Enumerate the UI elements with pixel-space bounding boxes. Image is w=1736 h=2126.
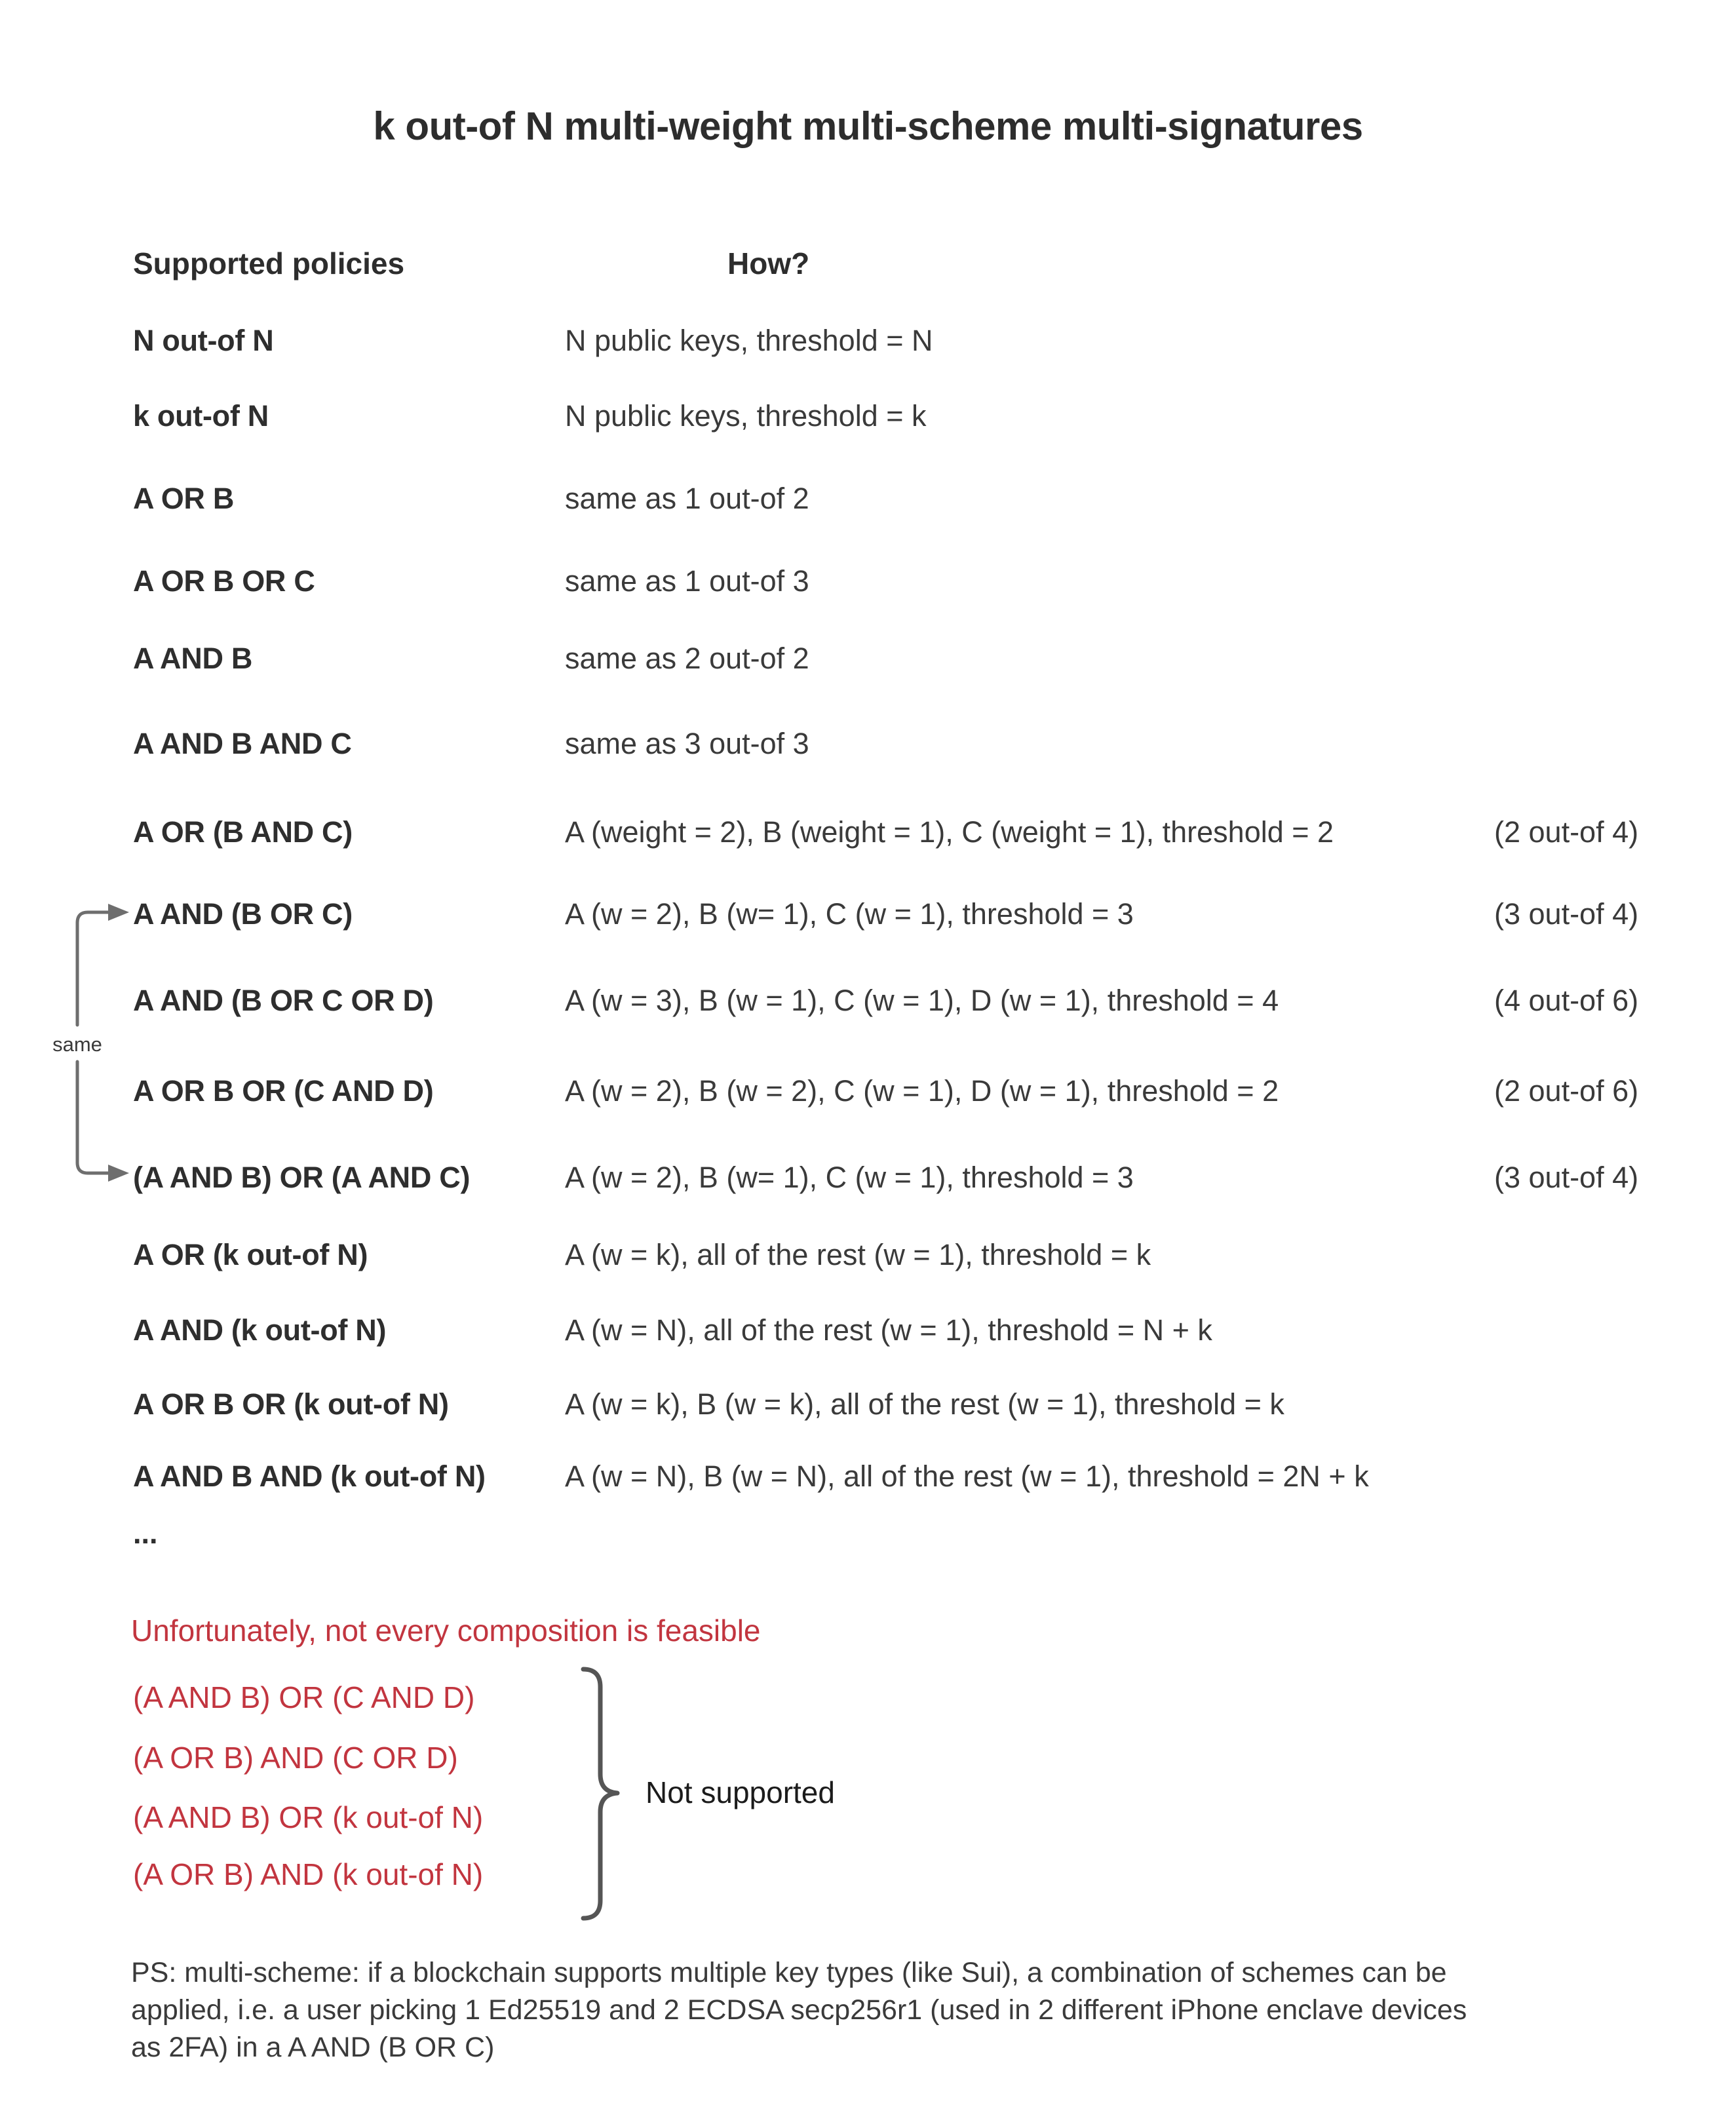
how-cell: A (weight = 2), B (weight = 1), C (weight = 1), threshold = 2 xyxy=(565,815,1334,849)
note-cell: (3 out-of 4) xyxy=(1494,1161,1639,1194)
bracket-line-top xyxy=(77,912,108,1025)
policy-cell: A AND (k out-of N) xyxy=(133,1313,387,1347)
table-row xyxy=(0,1311,1736,1350)
infeasible-item: (A AND B) OR (k out-of N) xyxy=(133,1800,484,1834)
infeasible-item: (A AND B) OR (C AND D) xyxy=(133,1680,475,1714)
note-cell: (2 out-of 6) xyxy=(1494,1074,1639,1108)
table-row xyxy=(0,813,1736,852)
table-row xyxy=(0,1235,1736,1275)
ps-line: as 2FA) in a A AND (B OR C) xyxy=(131,2032,495,2063)
arrowhead-icon xyxy=(108,1165,129,1182)
note-cell: (2 out-of 4) xyxy=(1494,815,1639,849)
policy-cell: A OR B OR (k out-of N) xyxy=(133,1387,449,1421)
policy-cell: (A AND B) OR (A AND C) xyxy=(133,1161,471,1194)
policy-cell: A OR B OR C xyxy=(133,564,315,598)
not-supported-label: Not supported xyxy=(646,1775,835,1809)
note-cell: (3 out-of 4) xyxy=(1494,897,1639,931)
column-header-how: How? xyxy=(727,246,810,280)
policy-cell: A OR (k out-of N) xyxy=(133,1238,368,1271)
how-cell: same as 1 out-of 2 xyxy=(565,482,809,515)
note-cell: (4 out-of 6) xyxy=(1494,984,1639,1017)
table-row xyxy=(0,562,1736,601)
bracket-line-bottom xyxy=(77,1062,108,1173)
ellipsis-text: ... xyxy=(133,1517,158,1550)
how-cell: A (w = 2), B (w= 1), C (w = 1), threshold = 3 xyxy=(565,1161,1134,1194)
table-row xyxy=(0,981,1736,1020)
curly-brace-path xyxy=(583,1669,617,1918)
policy-cell: A AND (B OR C OR D) xyxy=(133,984,434,1017)
table-row xyxy=(0,639,1736,678)
policy-cell: A AND B xyxy=(133,642,253,675)
table-row xyxy=(0,895,1736,934)
how-cell: A (w = 3), B (w = 1), C (w = 1), D (w = 1), threshold = 4 xyxy=(565,984,1279,1017)
curly-brace-icon xyxy=(575,1666,628,1922)
table-row xyxy=(0,321,1736,360)
table-row xyxy=(0,396,1736,436)
how-cell: A (w = k), B (w = k), all of the rest (w = 1), threshold = k xyxy=(565,1387,1284,1421)
ps-line: PS: multi-scheme: if a blockchain supports multiple key types (like Sui), a combination of schemes can be xyxy=(131,1957,1447,1988)
policy-cell: A AND B AND (k out-of N) xyxy=(133,1459,486,1493)
how-cell: A (w = N), all of the rest (w = 1), threshold = N + k xyxy=(565,1313,1212,1347)
infeasible-item: (A OR B) AND (k out-of N) xyxy=(133,1857,484,1891)
how-cell: N public keys, threshold = k xyxy=(565,399,927,433)
policy-cell: N out-of N xyxy=(133,324,274,357)
policy-cell: A AND (B OR C) xyxy=(133,897,353,931)
policy-cell: k out-of N xyxy=(133,399,269,433)
policy-cell: A OR B xyxy=(133,482,235,515)
table-row xyxy=(0,724,1736,763)
how-cell: A (w = 2), B (w= 1), C (w = 1), threshold = 3 xyxy=(565,897,1134,931)
how-cell: same as 1 out-of 3 xyxy=(565,564,809,598)
ps-note xyxy=(131,1954,1678,2066)
table-row xyxy=(0,1385,1736,1424)
table-row xyxy=(0,1158,1736,1197)
how-cell: A (w = 2), B (w = 2), C (w = 1), D (w = 1), threshold = 2 xyxy=(565,1074,1279,1108)
ps-line: applied, i.e. a user picking 1 Ed25519 and 2 ECDSA secp256r1 (used in 2 different iPhone enclave devices xyxy=(131,1994,1467,2026)
policy-cell: A OR B OR (C AND D) xyxy=(133,1074,434,1108)
table-row xyxy=(0,1072,1736,1111)
same-label: same xyxy=(52,1033,102,1056)
how-cell: same as 2 out-of 2 xyxy=(565,642,809,675)
how-cell: same as 3 out-of 3 xyxy=(565,727,809,760)
page-title: k out-of N multi-weight multi-scheme multi-signatures xyxy=(373,104,1363,148)
arrowhead-icon xyxy=(108,904,129,921)
how-cell: A (w = N), B (w = N), all of the rest (w = 1), threshold = 2N + k xyxy=(565,1459,1369,1493)
how-cell: N public keys, threshold = N xyxy=(565,324,933,357)
how-cell: A (w = k), all of the rest (w = 1), threshold = k xyxy=(565,1238,1151,1271)
table-row xyxy=(0,1457,1736,1496)
infeasible-item: (A OR B) AND (C OR D) xyxy=(133,1741,458,1775)
policy-cell: A AND B AND C xyxy=(133,727,352,760)
policy-cell: A OR (B AND C) xyxy=(133,815,353,849)
table-row xyxy=(0,479,1736,518)
infeasible-heading: Unfortunately, not every composition is feasible xyxy=(131,1614,761,1648)
column-header-supported-policies: Supported policies xyxy=(133,246,405,280)
